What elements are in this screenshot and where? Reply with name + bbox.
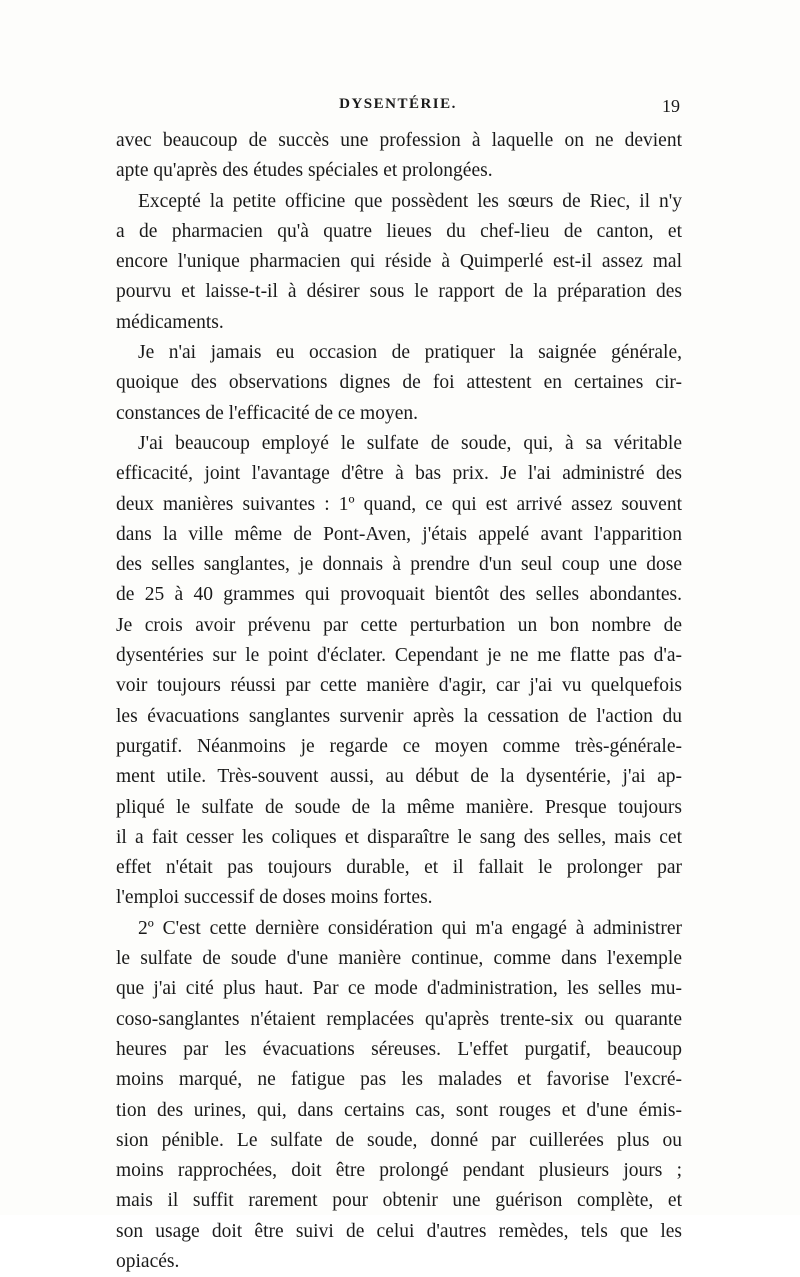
text-line: dans la ville même de Pont-Aven, j'étais appelé avant l'apparition	[116, 523, 682, 545]
text-line: les évacuations sanglantes survenir après la cessation de l'action du	[116, 705, 682, 727]
text-line: son usage doit être suivi de celui d'autres remèdes, tels que les	[116, 1220, 682, 1242]
text-line: 2º C'est cette dernière considération qui m'a engagé à administrer	[138, 917, 682, 939]
text-line: moins marqué, ne fatigue pas les malades et favorise l'excré-	[116, 1069, 682, 1091]
running-head	[116, 96, 680, 120]
text-line: ment utile. Très-souvent aussi, au début de la dysentérie, j'ai ap-	[116, 766, 682, 788]
page-number: 19	[662, 96, 680, 116]
text-line: le sulfate de soude d'une manière continue, comme dans l'exemple	[116, 948, 682, 970]
text-line: Excepté la petite officine que possèdent les sœurs de Riec, il n'y	[138, 190, 682, 212]
text-line: apte qu'après des études spéciales et prolongées.	[116, 160, 493, 182]
text-line: mais il suffit rarement pour obtenir une guérison complète, et	[116, 1190, 682, 1212]
text-line: Je n'ai jamais eu occasion de pratiquer la saignée générale,	[138, 342, 682, 364]
text-line: purgatif. Néanmoins je regarde ce moyen comme très-générale-	[116, 735, 682, 757]
text-line: efficacité, joint l'avantage d'être à bas prix. Je l'ai administré des	[116, 463, 682, 485]
text-line: quoique des observations dignes de foi attestent en certaines cir-	[116, 372, 682, 394]
text-line: deux manières suivantes : 1º quand, ce qui est arrivé assez souvent	[116, 493, 682, 515]
text-line: avec beaucoup de succès une profession à laquelle on ne devient	[116, 130, 682, 151]
text-line: pliqué le sulfate de soude de la même manière. Presque toujours	[116, 796, 682, 818]
text-line: coso-sanglantes n'étaient remplacées qu'après trente-six ou quarante	[116, 1008, 682, 1030]
text-line: dysentéries sur le point d'éclater. Cependant je ne me flatte pas d'a-	[116, 645, 682, 667]
text-line: constances de l'efficacité de ce moyen.	[116, 402, 419, 424]
text-line: Je crois avoir prévenu par cette perturbation un bon nombre de	[116, 614, 682, 636]
text-line: des selles sanglantes, je donnais à prendre d'un seul coup une dose	[116, 554, 682, 576]
text-line: il a fait cesser les coliques et disparaître le sang des selles, mais cet	[116, 826, 682, 848]
text-line: sion pénible. Le sulfate de soude, donné par cuillerées plus ou	[116, 1129, 682, 1151]
text-line: que j'ai cité plus haut. Par ce mode d'administration, les selles mu-	[116, 978, 682, 1000]
text-line: voir toujours réussi par cette manière d'agir, car j'ai vu quelquefois	[116, 675, 682, 697]
body-text	[116, 126, 682, 1277]
text-line: de 25 à 40 grammes qui provoquait bientôt des selles abondantes.	[116, 584, 682, 606]
text-line: l'emploi successif de doses moins fortes.	[116, 887, 433, 909]
text-line: heures par les évacuations séreuses. L'effet purgatif, beaucoup	[116, 1038, 682, 1060]
text-line: médicaments.	[116, 311, 224, 333]
text-line: effet n'était pas toujours durable, et il fallait le prolonger par	[116, 857, 682, 879]
text-line: J'ai beaucoup employé le sulfate de soude, qui, à sa véritable	[138, 432, 682, 454]
text-line: encore l'unique pharmacien qui réside à Quimperlé est-il assez mal	[116, 251, 682, 273]
text-line: tion des urines, qui, dans certains cas, sont rouges et d'une émis-	[116, 1099, 682, 1121]
text-line: opiacés.	[116, 1250, 180, 1272]
text-line: a de pharmacien qu'à quatre lieues du chef-lieu de canton, et	[116, 220, 682, 242]
text-line: pourvu et laisse-t-il à désirer sous le rapport de la préparation des	[116, 281, 682, 303]
text-line: moins rapprochées, doit être prolongé pendant plusieurs jours ;	[116, 1160, 682, 1182]
running-title: DYSENTÉRIE.	[339, 96, 457, 112]
